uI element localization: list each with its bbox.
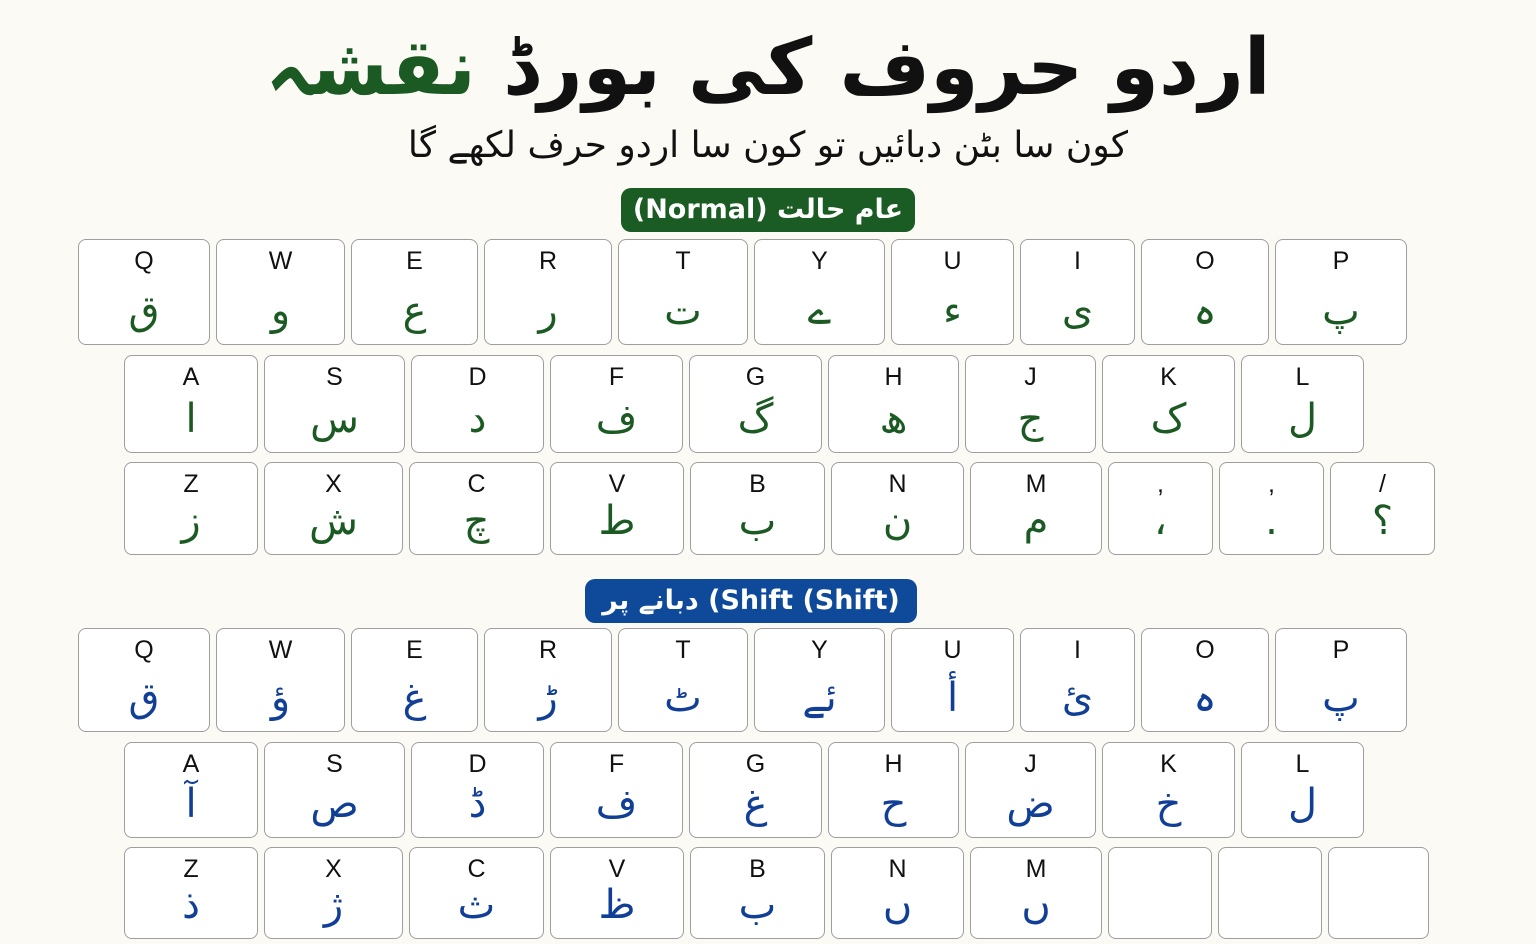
key-urdu-letter: ق bbox=[128, 288, 160, 334]
key-latin-label: J bbox=[1024, 363, 1037, 391]
key-latin-label: U bbox=[943, 247, 962, 275]
key-urdu-letter: ح bbox=[880, 781, 907, 827]
key-urdu-letter: ث bbox=[457, 882, 496, 928]
key-urdu-letter: ہ bbox=[1193, 675, 1217, 721]
key-urdu-letter: ے bbox=[807, 288, 832, 334]
key-urdu-letter: ب bbox=[738, 882, 777, 928]
key-latin-label: R bbox=[538, 247, 558, 275]
normal-label-en: (Normal) bbox=[632, 194, 768, 225]
key-urdu-letter: ف bbox=[595, 396, 638, 442]
key-normal-punct7 bbox=[1108, 462, 1213, 555]
key-latin-label: U bbox=[943, 636, 962, 664]
key-urdu-letter: ب bbox=[738, 498, 777, 544]
key-urdu-letter: خ bbox=[1155, 781, 1182, 827]
key-latin-label: O bbox=[1195, 247, 1215, 275]
key-urdu-letter: د bbox=[468, 396, 487, 442]
key-shift-w bbox=[216, 628, 345, 732]
key-urdu-letter: م bbox=[1023, 498, 1049, 544]
key-urdu-letter: چ bbox=[463, 498, 490, 544]
key-normal-a bbox=[124, 355, 258, 453]
key-urdu-letter: ط bbox=[598, 498, 636, 544]
key-shift-m bbox=[970, 847, 1102, 939]
page-title bbox=[0, 18, 1536, 118]
key-urdu-letter: ر bbox=[538, 288, 558, 334]
key-latin-label: X bbox=[325, 470, 342, 498]
key-urdu-letter: ی bbox=[1061, 288, 1094, 334]
key-urdu-letter: ل bbox=[1287, 396, 1318, 442]
key-normal-g bbox=[689, 355, 822, 453]
key-normal-l bbox=[1241, 355, 1364, 453]
key-urdu-letter: آ bbox=[185, 781, 197, 827]
key-latin-label: Y bbox=[811, 636, 828, 664]
key-latin-label: D bbox=[468, 750, 487, 778]
key-urdu-letter: ک bbox=[1150, 396, 1187, 442]
key-latin-label: , bbox=[1268, 470, 1275, 498]
key-urdu-letter: ئ bbox=[1061, 675, 1094, 721]
page-subtitle: کون سا بٹن دبائیں تو کون سا اردو حرف لکھے گا bbox=[407, 125, 1129, 166]
key-urdu-letter: ، bbox=[1154, 498, 1167, 544]
key-latin-label: D bbox=[468, 363, 487, 391]
key-urdu-letter: ظ bbox=[598, 882, 636, 928]
key-latin-label: V bbox=[608, 855, 626, 883]
key-urdu-letter: ذ bbox=[182, 882, 200, 928]
key-normal-punct8 bbox=[1219, 462, 1324, 555]
key-latin-label: E bbox=[406, 636, 423, 664]
key-shift-v bbox=[550, 847, 684, 939]
key-latin-label: H bbox=[884, 750, 903, 778]
key-urdu-letter: غ bbox=[402, 675, 427, 721]
key-urdu-letter: ٹ bbox=[664, 675, 702, 721]
key-urdu-letter: س bbox=[310, 396, 359, 442]
key-latin-label: T bbox=[675, 247, 691, 275]
key-shift-e bbox=[351, 628, 478, 732]
key-shift-t bbox=[618, 628, 748, 732]
key-urdu-letter: ؤ bbox=[270, 675, 291, 721]
key-normal-n bbox=[831, 462, 964, 555]
key-urdu-letter: ق bbox=[128, 675, 160, 721]
key-urdu-letter: گ bbox=[737, 396, 774, 442]
key-urdu-letter: ؟ bbox=[1371, 498, 1394, 544]
key-latin-label: W bbox=[268, 636, 293, 664]
key-shift-q bbox=[78, 628, 210, 732]
key-shift-g bbox=[689, 742, 822, 838]
normal-section-label bbox=[621, 188, 915, 232]
key-urdu-letter: ل bbox=[1287, 781, 1318, 827]
key-shift-n bbox=[831, 847, 964, 939]
key-latin-label: L bbox=[1295, 750, 1310, 778]
key-urdu-letter: ژ bbox=[323, 882, 344, 928]
key-latin-label: P bbox=[1332, 636, 1350, 664]
key-normal-q bbox=[78, 239, 210, 345]
key-latin-label: A bbox=[182, 750, 200, 778]
key-shift-z bbox=[124, 847, 258, 939]
key-normal-j bbox=[965, 355, 1096, 453]
key-latin-label: Q bbox=[134, 247, 154, 275]
key-urdu-letter: غ bbox=[743, 781, 768, 827]
key-latin-label: G bbox=[745, 750, 766, 778]
key-latin-label: H bbox=[884, 363, 903, 391]
key-shift-a bbox=[124, 742, 258, 838]
key-urdu-letter: ع bbox=[402, 288, 427, 334]
key-normal-x bbox=[264, 462, 403, 555]
key-shift-k bbox=[1102, 742, 1235, 838]
key-latin-label: Y bbox=[811, 247, 828, 275]
key-normal-t bbox=[618, 239, 748, 345]
key-latin-label: M bbox=[1025, 470, 1047, 498]
key-latin-label: S bbox=[326, 363, 343, 391]
key-latin-label: B bbox=[749, 855, 766, 883]
key-shift-i bbox=[1020, 628, 1135, 732]
key-normal-e bbox=[351, 239, 478, 345]
key-latin-label: E bbox=[406, 247, 423, 275]
key-latin-label: , bbox=[1157, 470, 1164, 498]
key-shift-s bbox=[264, 742, 405, 838]
key-shift-r bbox=[484, 628, 612, 732]
normal-label-urdu: عام حالت bbox=[777, 194, 904, 225]
key-latin-label: I bbox=[1074, 247, 1081, 275]
key-latin-label: K bbox=[1160, 750, 1177, 778]
key-shift-blank-8 bbox=[1218, 847, 1322, 939]
key-latin-label: Z bbox=[183, 855, 199, 883]
key-normal-punct9 bbox=[1330, 462, 1435, 555]
key-normal-k bbox=[1102, 355, 1235, 453]
key-normal-o bbox=[1141, 239, 1269, 345]
key-latin-label: A bbox=[182, 363, 200, 391]
key-latin-label: C bbox=[467, 855, 486, 883]
key-urdu-letter: پ bbox=[1322, 288, 1360, 334]
key-normal-m bbox=[970, 462, 1102, 555]
key-latin-label: K bbox=[1160, 363, 1177, 391]
key-latin-label: L bbox=[1295, 363, 1310, 391]
key-urdu-letter: أ bbox=[946, 675, 959, 721]
key-urdu-letter: ج bbox=[1017, 396, 1044, 442]
key-latin-label: Z bbox=[183, 470, 199, 498]
key-urdu-letter: ا bbox=[185, 396, 197, 442]
key-normal-r bbox=[484, 239, 612, 345]
title-accent: نقشہ bbox=[265, 23, 476, 113]
shift-label-en: (Shift) bbox=[802, 585, 900, 616]
key-latin-label: F bbox=[608, 750, 625, 778]
key-normal-c bbox=[409, 462, 544, 555]
key-shift-j bbox=[965, 742, 1096, 838]
key-urdu-letter: ں bbox=[882, 882, 913, 928]
key-shift-l bbox=[1241, 742, 1364, 838]
key-urdu-letter: ڑ bbox=[538, 675, 558, 721]
key-normal-f bbox=[550, 355, 683, 453]
key-shift-c bbox=[409, 847, 544, 939]
key-normal-b bbox=[690, 462, 825, 555]
key-latin-label: O bbox=[1195, 636, 1215, 664]
key-shift-x bbox=[264, 847, 403, 939]
key-latin-label: R bbox=[538, 636, 558, 664]
key-latin-label: Q bbox=[134, 636, 154, 664]
key-urdu-letter: ں bbox=[1021, 882, 1051, 928]
key-urdu-letter: ز bbox=[181, 498, 201, 544]
shift-label-urdu: Shift) دبانے پر bbox=[602, 585, 794, 616]
key-urdu-letter: ض bbox=[1006, 781, 1055, 827]
key-latin-label: G bbox=[745, 363, 766, 391]
key-normal-s bbox=[264, 355, 405, 453]
key-latin-label: C bbox=[467, 470, 486, 498]
key-latin-label: X bbox=[325, 855, 342, 883]
key-shift-blank-9 bbox=[1328, 847, 1429, 939]
key-urdu-letter: ص bbox=[310, 781, 359, 827]
key-shift-b bbox=[690, 847, 825, 939]
key-shift-y bbox=[754, 628, 885, 732]
key-urdu-letter: ء bbox=[943, 288, 962, 334]
key-urdu-letter: ف bbox=[595, 781, 638, 827]
key-normal-u bbox=[891, 239, 1014, 345]
key-latin-label: S bbox=[326, 750, 343, 778]
key-urdu-letter: ن bbox=[882, 498, 913, 544]
key-urdu-letter: . bbox=[1265, 498, 1278, 544]
key-urdu-letter: ڈ bbox=[468, 781, 487, 827]
key-latin-label: B bbox=[749, 470, 766, 498]
key-urdu-letter: ھ bbox=[879, 396, 908, 442]
key-urdu-letter: ہ bbox=[1193, 288, 1217, 334]
key-latin-label: N bbox=[888, 470, 907, 498]
key-urdu-letter: ش bbox=[309, 498, 358, 544]
key-shift-u bbox=[891, 628, 1014, 732]
key-normal-d bbox=[411, 355, 544, 453]
key-shift-h bbox=[828, 742, 959, 838]
key-latin-label: P bbox=[1332, 247, 1350, 275]
key-normal-i bbox=[1020, 239, 1135, 345]
key-normal-y bbox=[754, 239, 885, 345]
key-shift-p bbox=[1275, 628, 1407, 732]
key-latin-label: I bbox=[1074, 636, 1081, 664]
key-latin-label: N bbox=[888, 855, 907, 883]
key-urdu-letter: ت bbox=[664, 288, 702, 334]
key-latin-label: F bbox=[608, 363, 625, 391]
key-shift-o bbox=[1141, 628, 1269, 732]
key-normal-p bbox=[1275, 239, 1407, 345]
key-urdu-letter: پ bbox=[1322, 675, 1360, 721]
key-shift-f bbox=[550, 742, 683, 838]
key-shift-blank-7 bbox=[1108, 847, 1212, 939]
key-latin-label: / bbox=[1379, 470, 1386, 498]
key-latin-label: V bbox=[608, 470, 626, 498]
key-urdu-letter: ئے bbox=[802, 675, 837, 721]
key-latin-label: J bbox=[1024, 750, 1037, 778]
key-normal-w bbox=[216, 239, 345, 345]
key-normal-h bbox=[828, 355, 959, 453]
key-latin-label: T bbox=[675, 636, 691, 664]
key-normal-v bbox=[550, 462, 684, 555]
key-latin-label: W bbox=[268, 247, 293, 275]
key-latin-label: M bbox=[1025, 855, 1047, 883]
shift-section-label bbox=[585, 579, 917, 623]
title-main: اردو حروف کی بورڈ bbox=[503, 23, 1271, 113]
key-shift-d bbox=[411, 742, 544, 838]
key-urdu-letter: و bbox=[270, 288, 291, 334]
key-normal-z bbox=[124, 462, 258, 555]
